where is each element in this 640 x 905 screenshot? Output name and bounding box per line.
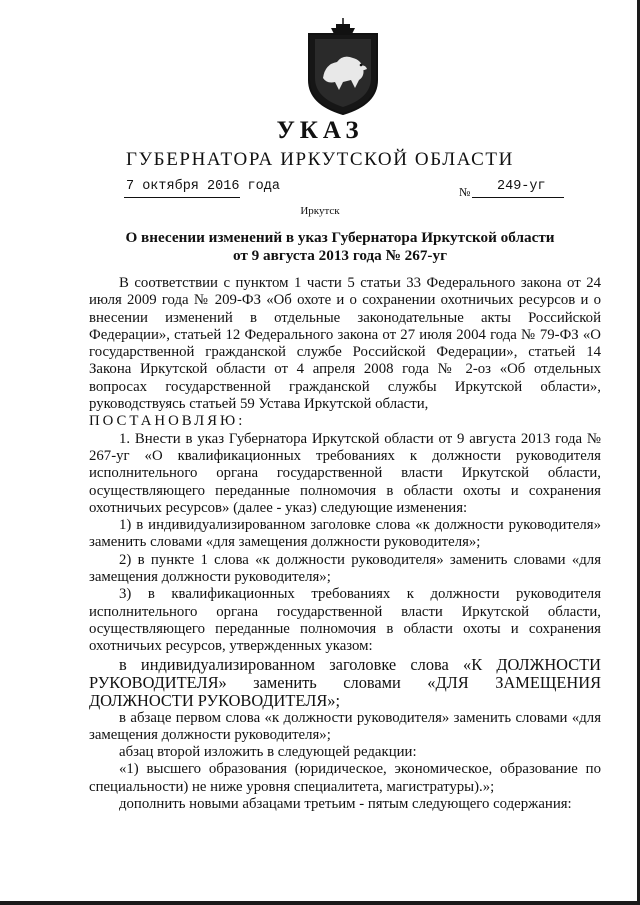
paragraph: В соответствии с пунктом 1 части 5 статьи 33 Федерального закона от 24 июля 2009 года № 209-ФЗ «Об охоте и о сохранении охотничьих ресурсов и о внесении изменений в отдельные законодательные акты Российской Федерации», статьей 12 Федерального закона от 27 июля 2004 года № 79-ФЗ «О государственной гражданской службе Российской Федерации», статьей 14 Закона Иркутской области от 4 апреля 2008 года № 2-оз «Об отдельных вопросах государственной гражданской службы Иркутской области», руководствуясь статьей 59 Устава Иркутской области,: [89, 275, 601, 413]
paragraph: 1. Внести в указ Губернатора Иркутской области от 9 августа 2013 года № 267-уг «О квалификационных требованиях к должности руководителя исполнительного органа государственной власти Иркутской области, осуществляющего переданные полномочия в области охоты и сохранения охотничьих ресурсов» (далее - указ) следующие изменения:: [89, 430, 601, 516]
document-number: 249-уг: [497, 179, 546, 194]
document-subtitle: ГУБЕРНАТОРА ИРКУТСКОЙ ОБЛАСТИ: [126, 149, 514, 170]
document-heading: [60, 229, 620, 265]
date-underline: [124, 197, 240, 198]
document-city: Иркутск: [300, 205, 340, 217]
paragraph: в индивидуализированном заголовке слова «К ДОЛЖНОСТИ РУКОВОДИТЕЛЯ» заменить словами «ДЛЯ ЗАМЕЩЕНИЯ ДОЛЖНОСТИ РУКОВОДИТЕЛЯ»;: [89, 654, 601, 710]
heading-line-2: от 9 августа 2013 года № 267-уг: [233, 247, 447, 264]
paragraph: абзац второй изложить в следующей редакции:: [119, 744, 417, 761]
document-title: УКАЗ: [276, 117, 364, 144]
paragraph: 1) в индивидуализированном заголовке слова «к должности руководителя» заменить словами «для замещения должности руководителя»;: [89, 517, 601, 551]
scan-edge-bottom: [0, 901, 640, 905]
coat-of-arms-emblem: [303, 18, 383, 116]
paragraph-decree: ПОСТАНОВЛЯЮ:: [89, 413, 246, 430]
heading-line-1: О внесении изменений в указ Губернатора Иркутской области: [125, 229, 555, 246]
paragraph: «1) высшего образования (юридическое, экономическое, образование по специальности) не ниже уровня специалитета, магистратуры).»;: [89, 761, 601, 795]
document-date: 7 октября 2016 года: [126, 179, 280, 194]
paragraph: 3) в квалификационных требованиях к должности руководителя исполнительного органа государственной власти Иркутской области, осуществляющего переданные полномочия в области охоты и сохранения охотничьих ресурсов, утвержденных указом:: [89, 586, 601, 655]
paragraph: 2) в пункте 1 слова «к должности руководителя» заменить словами «для замещения должности руководителя»;: [89, 551, 601, 586]
number-underline: [472, 197, 564, 198]
paragraph: дополнить новыми абзацами третьим - пятым следующего содержания:: [119, 796, 572, 813]
document-body: [89, 275, 601, 813]
paragraph: в абзаце первом слова «к должности руководителя» заменить словами «для замещения должности руководителя»;: [89, 709, 601, 743]
number-sign: №: [459, 185, 471, 199]
